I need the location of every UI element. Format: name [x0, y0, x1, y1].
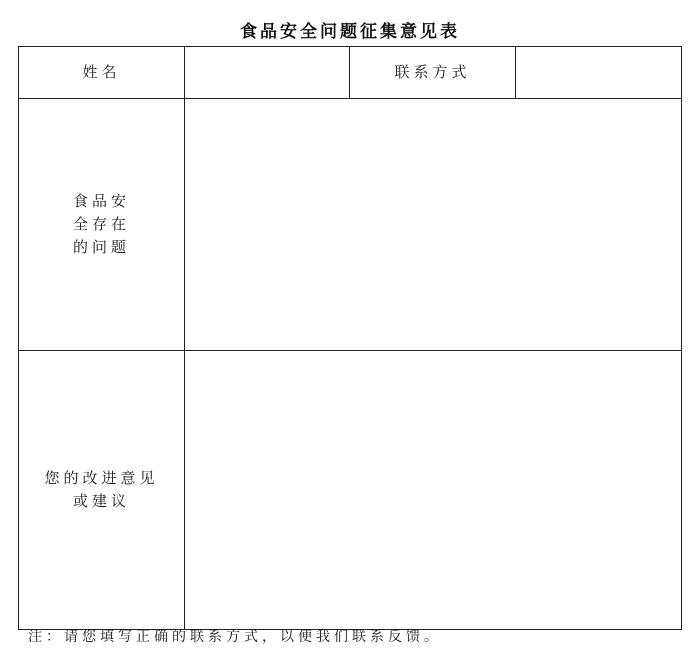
- name-label: 姓名: [19, 47, 185, 99]
- suggestion-label: [19, 351, 185, 630]
- feedback-form-table: [18, 46, 682, 630]
- suggestion-row: [19, 351, 682, 630]
- name-field[interactable]: [185, 47, 350, 99]
- suggestion-label-line: 您的改进意见: [44, 469, 159, 487]
- footnote: 注：请您填写正确的联系方式，以便我们联系反馈。: [28, 629, 442, 645]
- suggestion-label-line: 或建议: [72, 492, 130, 510]
- problem-label-line: 全存在: [72, 215, 130, 233]
- problem-label-line: 的问题: [72, 238, 130, 256]
- contact-field[interactable]: [516, 47, 682, 99]
- contact-label: 联系方式: [350, 47, 516, 99]
- problem-label-line: 食品安: [72, 192, 130, 210]
- header-row: [19, 47, 682, 99]
- form-title: 食品安全问题征集意见表: [240, 22, 460, 42]
- suggestion-field[interactable]: [185, 351, 682, 630]
- problem-field[interactable]: [185, 99, 682, 351]
- problem-row: [19, 99, 682, 351]
- problem-label: [19, 99, 185, 351]
